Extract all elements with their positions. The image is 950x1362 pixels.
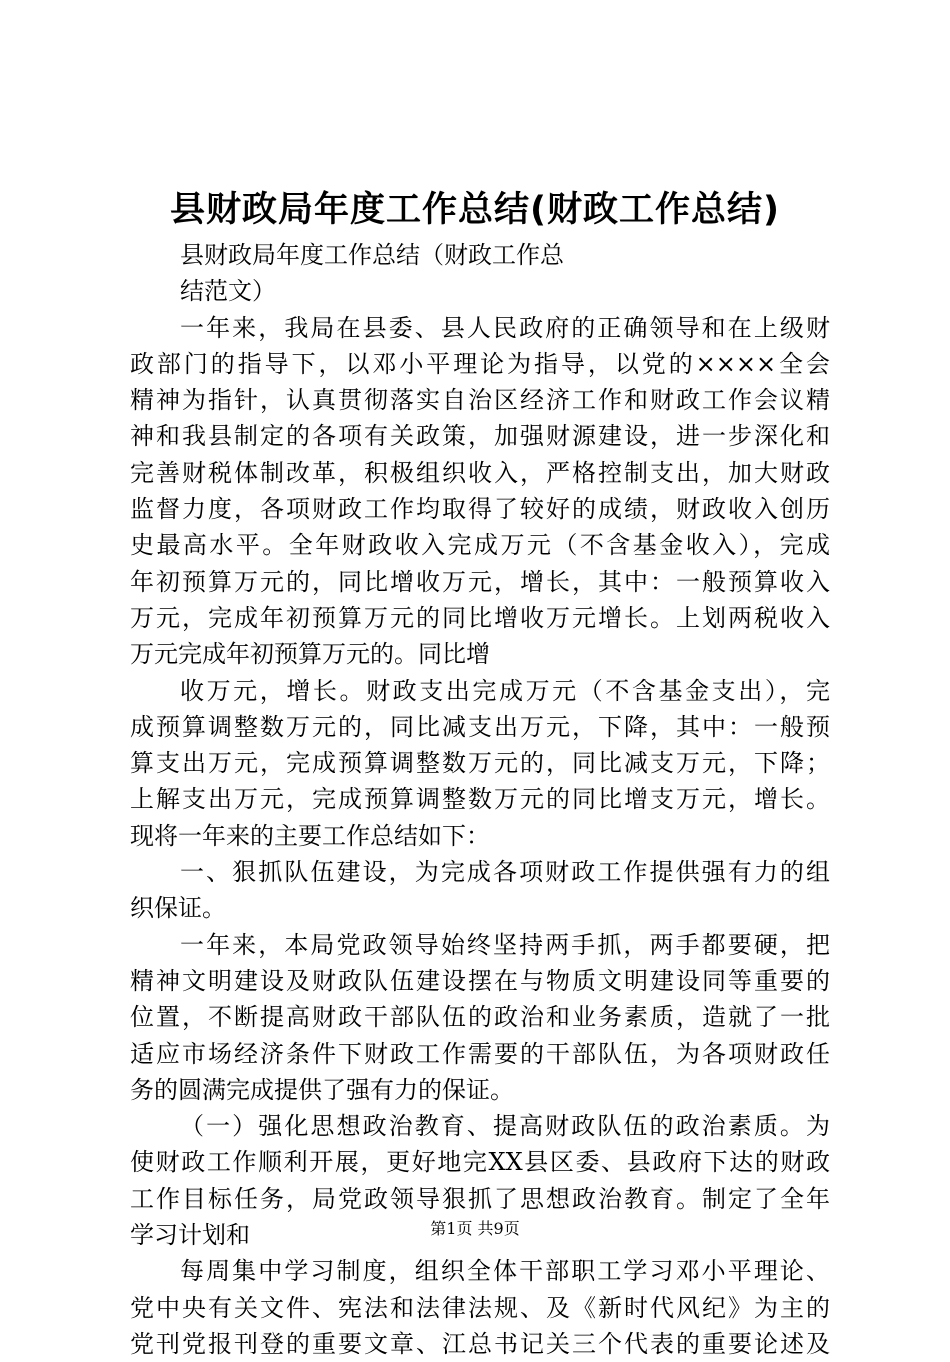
page-title: 县财政局年度工作总结(财政工作总结) xyxy=(170,190,780,230)
text-line: 务的圆满完成提供了强有力的保证。 xyxy=(130,1075,514,1104)
text-line: 完善财税体制改革，积极组织收入，严格控制支出，加大财政 xyxy=(130,458,830,487)
text-line: 一年来，本局党政领导始终坚持两手抓，两手都要硬，把 xyxy=(180,930,830,959)
text-line: 政部门的指导下，以邓小平理论为指导，以党的××××全会 xyxy=(130,349,830,378)
text-line: 万元完成年初预算万元的。同比增 xyxy=(130,640,490,669)
text-line: （一）强化思想政治教育、提高财政队伍的政治素质。为 xyxy=(180,1112,830,1141)
text-line: 党中央有关文件、宪法和法律法规、及《新时代风纪》为主的 xyxy=(130,1293,830,1322)
text-line: 县财政局年度工作总结（财政工作总 xyxy=(180,241,564,269)
text-line: 结范文） xyxy=(180,277,276,306)
text-line: 党刊党报刊登的重要文章、江总书记关三个代表的重要论述及 xyxy=(130,1329,830,1358)
text-line: 使财政工作顺利开展，更好地完XX县区委、县政府下达的财政 xyxy=(130,1148,830,1177)
text-line: 每周集中学习制度，组织全体干部职工学习邓小平理论、 xyxy=(180,1257,830,1286)
text-line: 神和我县制定的各项有关政策，加强财源建设，进一步深化和 xyxy=(130,422,830,451)
text-line: 年初预算万元的，同比增收万元，增长，其中：一般预算收入 xyxy=(130,567,830,596)
text-line: 精神为指针，认真贯彻落实自治区经济工作和财政工作会议精 xyxy=(130,386,830,415)
text-line: 上解支出万元，完成预算调整数万元的同比增支万元，增长。 xyxy=(130,785,830,814)
text-line: 工作目标任务，局党政领导狠抓了思想政治教育。制定了全年 xyxy=(130,1184,830,1213)
document-body xyxy=(130,237,830,1362)
text-line: 位置，不断提高财政干部队伍的政治和业务素质，造就了一批 xyxy=(130,1003,830,1032)
text-line: 精神文明建设及财政队伍建设摆在与物质文明建设同等重要的 xyxy=(130,966,830,995)
text-line: 适应市场经济条件下财政工作需要的干部队伍，为各项财政任 xyxy=(130,1039,830,1068)
text-line: 收万元，增长。财政支出完成万元（不含基金支出），完 xyxy=(180,676,830,705)
text-line: 万元，完成年初预算万元的同比增收万元增长。上划两税收入 xyxy=(130,603,830,632)
text-line: 监督力度，各项财政工作均取得了较好的成绩，财政收入创历 xyxy=(130,495,830,524)
text-line: 史最高水平。全年财政收入完成万元（不含基金收入），完成 xyxy=(130,531,830,560)
text-line: 现将一年来的主要工作总结如下： xyxy=(130,821,490,850)
text-line: 一年来，我局在县委、县人民政府的正确领导和在上级财 xyxy=(180,313,830,342)
text-line: 成预算调整数万元的，同比减支出万元，下降，其中：一般预 xyxy=(130,712,830,741)
text-line: 学习计划和 xyxy=(130,1221,250,1250)
page-footer: 第1页 共9页 xyxy=(430,1219,520,1238)
text-line: 一、狠抓队伍建设，为完成各项财政工作提供强有力的组 xyxy=(180,858,830,887)
text-line: 算支出万元，完成预算调整数万元的，同比减支万元，下降； xyxy=(130,749,830,778)
text-line: 织保证。 xyxy=(130,894,226,923)
